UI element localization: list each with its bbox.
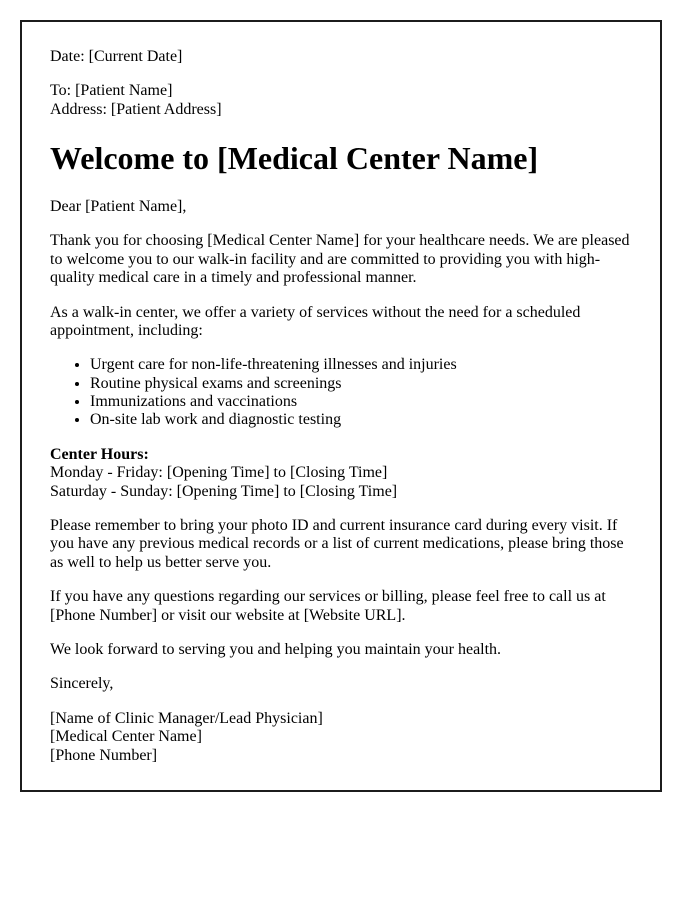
- reminder-paragraph: Please remember to bring your photo ID and current insurance card during every visit. If you have any previous medical records or a list of current medications, please bring those as well to help us better serve you.: [50, 517, 624, 571]
- services-list: [50, 356, 632, 430]
- address-line: Address: [Patient Address]: [50, 100, 222, 118]
- hours-weekday-line: Monday - Friday: [Opening Time] to [Closing Time]: [50, 464, 388, 482]
- hours-heading: Center Hours:: [50, 445, 149, 463]
- date-line: Date: [Current Date]: [50, 48, 183, 65]
- hours-block: [50, 446, 632, 501]
- signature-name-line: [Name of Clinic Manager/Lead Physician]: [50, 709, 323, 727]
- letter-page: [20, 20, 662, 792]
- to-line: To: [Patient Name]: [50, 82, 173, 100]
- signoff: Sincerely,: [50, 675, 114, 693]
- recipient-block: [50, 82, 632, 119]
- service-item: • Routine physical exams and screenings: [90, 375, 632, 393]
- contact-paragraph: If you have any questions regarding our services or billing, please feel free to call us at [Phone Number] or visit our website at [Website URL].: [50, 588, 606, 624]
- signature-center-line: [Medical Center Name]: [50, 728, 202, 746]
- signature-phone-line: [Phone Number]: [50, 746, 158, 764]
- letter-title: Welcome to [Medical Center Name]: [50, 140, 539, 177]
- services-intro-paragraph: As a walk-in center, we offer a variety of services without the need for a scheduled appointment, including:: [50, 303, 581, 339]
- closing-paragraph: We look forward to serving you and helping you maintain your health.: [50, 641, 502, 658]
- service-item: • Immunizations and vaccinations: [90, 393, 632, 411]
- signature-block: [50, 710, 632, 765]
- service-item: • Urgent care for non-life-threatening illnesses and injuries: [90, 356, 632, 374]
- salutation: Dear [Patient Name],: [50, 197, 187, 215]
- service-item: • On-site lab work and diagnostic testing: [90, 411, 632, 429]
- hours-weekend-line: Saturday - Sunday: [Opening Time] to [Closing Time]: [50, 482, 398, 500]
- intro-paragraph: Thank you for choosing [Medical Center Name] for your healthcare needs. We are pleased to welcome you to our walk-in facility and are committed to providing you with high-quality medical care in a timely and professional manner.: [50, 232, 630, 287]
